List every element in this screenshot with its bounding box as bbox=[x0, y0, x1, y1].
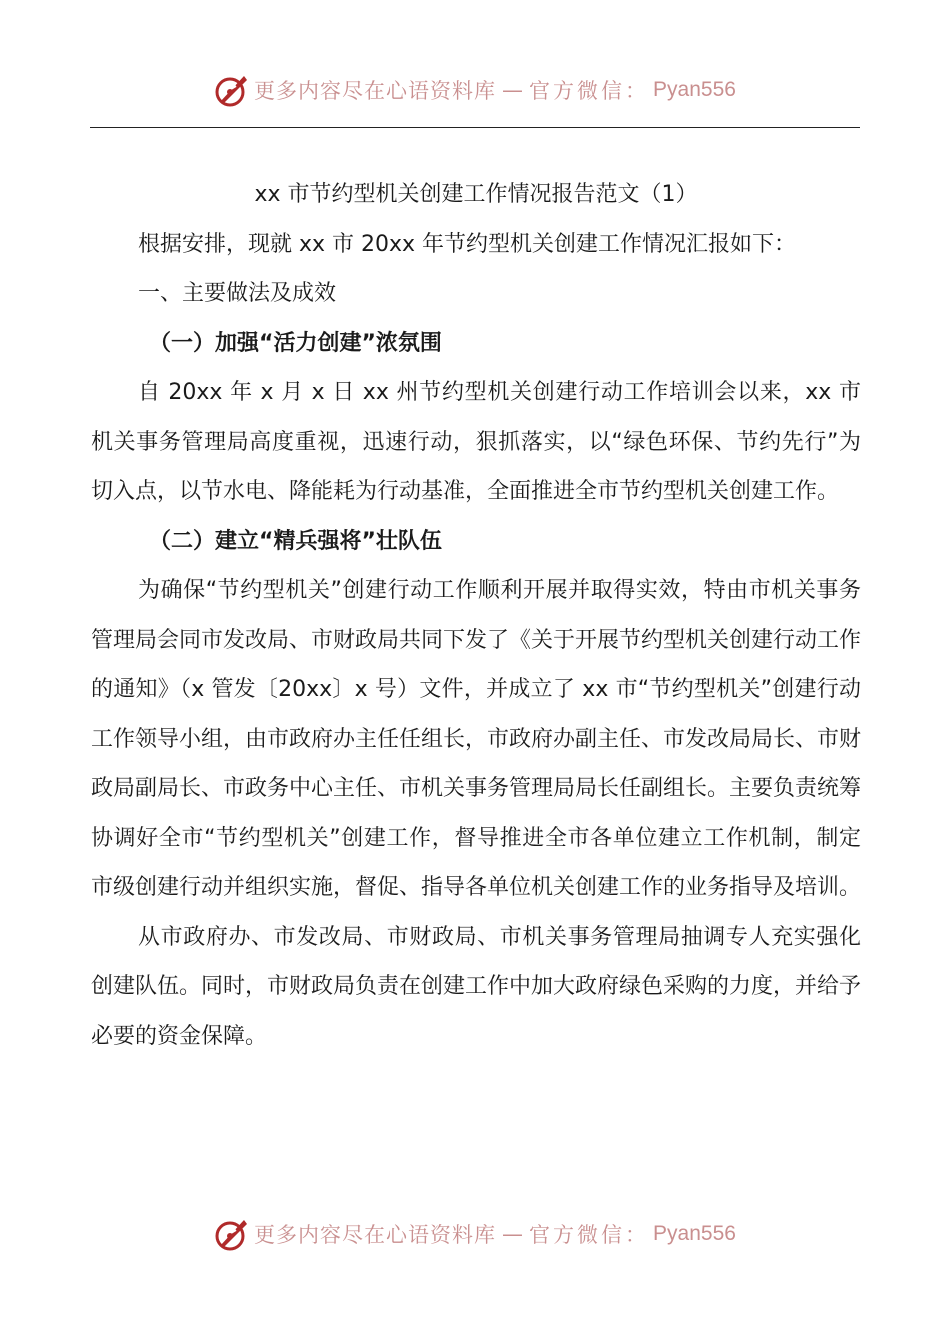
wechat-id: Pyan556 bbox=[653, 78, 736, 101]
watermark-text: 更多内容尽在心语资料库 bbox=[254, 1223, 497, 1247]
header-divider bbox=[90, 127, 860, 128]
quill-logo-icon bbox=[214, 72, 250, 108]
subsection-heading-2: （二）建立“精兵强将”壮队伍 bbox=[149, 528, 442, 554]
page-footer bbox=[0, 1216, 950, 1252]
intro-paragraph: 根据安排，现就 xx 市 20xx 年节约型机关创建工作情况汇报如下： bbox=[138, 231, 797, 257]
subsection-1-paragraph: 自 20xx 年 x 月 x 日 xx 州节约型机关创建行动工作培训会以来，xx 市机关事务管理局高度重视，迅速行动，狠抓落实，以“绿色环保、节约先行”为切入点，以节水电、降能耗为行动基准，全面推进全市节约型机关创建工作。 bbox=[91, 380, 861, 504]
page-header bbox=[0, 72, 950, 108]
subsection-2-paragraph-2: 从市政府办、市发改局、市财政局、市机关事务管理局抽调专人充实强化创建队伍。同时，市财政局负责在创建工作中加大政府绿色采购的力度，并给予必要的资金保障。 bbox=[91, 924, 862, 1049]
watermark-banner-footer bbox=[214, 1216, 736, 1252]
wechat-label: 官方微信： bbox=[529, 1223, 650, 1247]
section-heading: 一、主要做法及成效 bbox=[138, 281, 337, 306]
watermark-dash: — bbox=[502, 1222, 524, 1246]
subsection-2-paragraph-1: 为确保“节约型机关”创建行动工作顺利开展并取得实效，特由市机关事务管理局会同市发改局、市财政局共同下发了《关于开展节约型机关创建行动工作的通知》（x 管发〔20xx〕x 号）文件，并成立了 xx 市“节约型机关”创建行动工作领导小组，由市政府办主任任组长，市政府办副主任、市发改局局长、市财政局副局长、市政务中心主任、市机关事务管理局局长任副组长。主要负责统筹协调好全市“节约型机关”创建工作，督导推进全市各单位建立工作机制，制定市级创建行动并组织实施，督促、指导各单位机关创建工作的业务指导及培训。 bbox=[91, 578, 862, 900]
watermark-text: 更多内容尽在心语资料库 bbox=[254, 79, 497, 103]
quill-logo-icon bbox=[214, 1216, 250, 1252]
subsection-heading-1: （一）加强“活力创建”浓氛围 bbox=[149, 330, 442, 356]
wechat-label: 官方微信： bbox=[529, 79, 650, 103]
document-body bbox=[91, 170, 861, 1061]
watermark-dash: — bbox=[502, 78, 524, 102]
document-title: xx 市节约型机关创建工作情况报告范文（1） bbox=[254, 182, 698, 207]
watermark-banner bbox=[214, 72, 736, 108]
wechat-id: Pyan556 bbox=[653, 1222, 736, 1245]
